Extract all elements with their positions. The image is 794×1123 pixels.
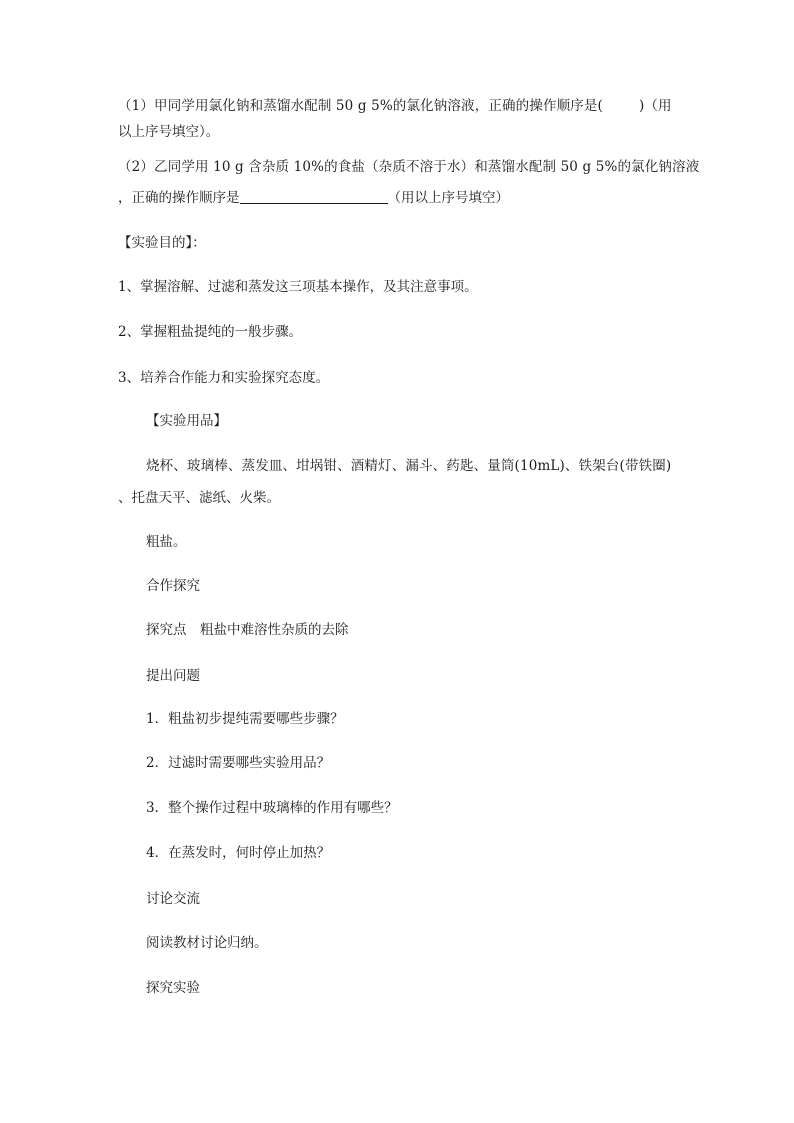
question-2: 2．过滤时需要哪些实验用品？ [146,755,331,771]
question-4: 4．在蒸发时，何时停止加热？ [146,845,331,861]
q1-line-1 [118,96,672,116]
q1-line-2: 以上序号填空）。 [118,124,220,140]
discuss-text: 阅读教材讨论归纳。 [146,935,268,951]
inquiry-point: 探究点 粗盐中难溶性杂质的去除 [146,622,349,638]
supplies-reagent: 粗盐。 [146,534,187,550]
q2-line-1: （2）乙同学用 10 g 含杂质 10%的食盐（杂质不溶于水）和蒸馏水配制 50 g 5%的氯化钠溶液 [118,159,700,175]
q2-text-start: ，正确的操作顺序是 [118,190,240,206]
objective-heading: 【实验目的】： [118,235,206,251]
question-3: 3．整个操作过程中玻璃棒的作用有哪些？ [146,800,398,816]
q1-text: （1）甲同学用氯化钠和蒸馏水配制 50 g 5%的氯化钠溶液，正确的操作顺序是( [118,98,603,114]
raise-question-heading: 提出问题 [146,668,200,684]
q1-text-end: )（用 [638,98,672,114]
experiment-heading: 探究实验 [146,980,200,996]
q2-answer-blank [240,189,388,204]
objective-item-3: 3、培养合作能力和实验探究态度。 [118,370,330,386]
q2-line-2 [118,188,509,208]
supplies-line-2: 、托盘天平、滤纸、火柴。 [118,490,280,506]
supplies-line-1: 烧杯、玻璃棒、蒸发皿、坩埚钳、酒精灯、漏斗、药匙、量筒(10mL)、铁架台(带铁圈) [146,458,672,474]
discuss-heading: 讨论交流 [146,891,200,907]
question-1: 1．粗盐初步提纯需要哪些步骤？ [146,711,344,727]
q2-text-end: （用以上序号填空） [387,190,509,206]
supplies-heading: 【实验用品】 [146,413,227,429]
objective-item-2: 2、掌握粗盐提纯的一般步骤。 [118,324,303,340]
objective-item-1: 1、掌握溶解、过滤和蒸发这三项基本操作，及其注意事项。 [118,279,478,295]
inquiry-heading: 合作探究 [146,578,200,594]
